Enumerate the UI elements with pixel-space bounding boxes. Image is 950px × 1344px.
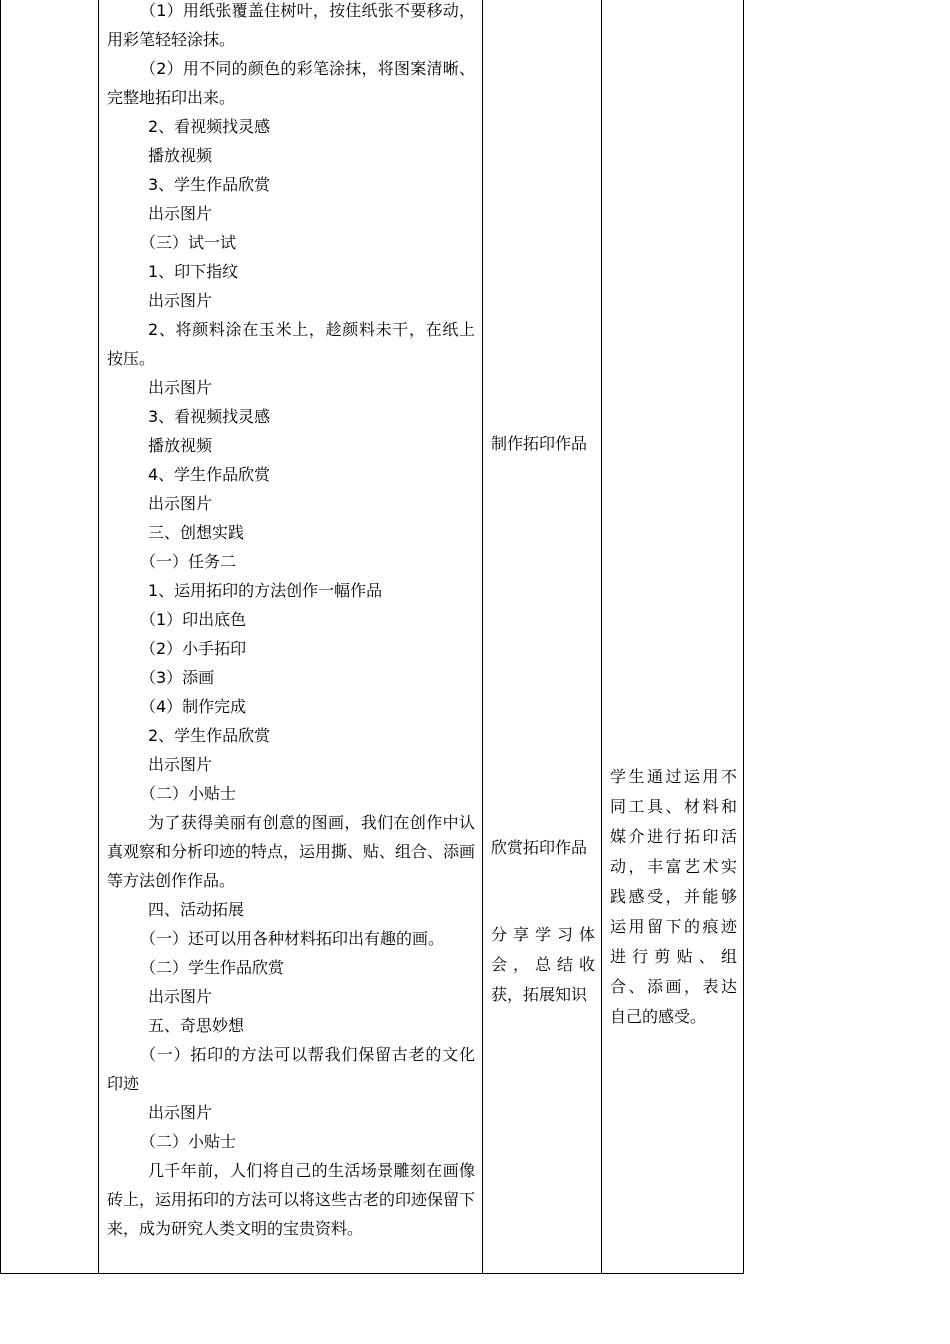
text-line: 践感受，并能够 <box>610 887 737 906</box>
text-line: 为了获得美丽有创意的图画，我们在创作中认真观察和分析印迹的特点，运用撕、贴、组合、添画等方法创作作品。 <box>107 813 476 890</box>
column-divider-2 <box>482 0 483 1274</box>
text-line: 播放视频 <box>148 146 213 165</box>
text-line: （1）印出底色 <box>140 610 247 629</box>
text-line: 播放视频 <box>148 436 213 455</box>
text-line: （一）任务二 <box>140 552 237 571</box>
text-line: 3、学生作品欣赏 <box>148 175 271 194</box>
text-line: 1、运用拓印的方法创作一幅作品 <box>148 581 383 600</box>
text-line: （一）还可以用各种材料拓印出有趣的画。 <box>140 929 445 948</box>
text-line: （2）小手拓印 <box>140 639 247 658</box>
text-line: （4）制作完成 <box>140 697 247 716</box>
student-activity-share <box>491 920 595 1010</box>
text-line: 媒介进行拓印活 <box>610 827 737 846</box>
design-intent-text <box>610 762 737 1032</box>
text-line: 获，拓展知识 <box>491 985 588 1004</box>
text-line: 3、看视频找灵感 <box>148 407 271 426</box>
text-line: 几千年前，人们将自己的生活场景雕刻在画像砖上，运用拓印的方法可以将这些古老的印迹保留下来，成为研究人类文明的宝贵资料。 <box>107 1161 476 1238</box>
text-line: 运用留下的痕迹 <box>610 917 737 936</box>
text-line: 学生通过运用不 <box>610 767 737 786</box>
column-divider-3 <box>601 0 602 1274</box>
text-line: （二）小贴士 <box>140 784 237 803</box>
teaching-process-column <box>107 0 475 1243</box>
text-line: 会，总结收 <box>491 955 595 974</box>
student-activity-appreciate: 欣赏拓印作品 <box>491 838 588 857</box>
text-line: 4、学生作品欣赏 <box>148 465 271 484</box>
table-border-left <box>0 0 1 1274</box>
text-line: （三）试一试 <box>140 233 237 252</box>
text-line: 四、活动拓展 <box>148 900 245 919</box>
text-line: 2、看视频找灵感 <box>148 117 271 136</box>
text-line: 五、奇思妙想 <box>148 1016 245 1035</box>
text-line: （二）小贴士 <box>140 1132 237 1151</box>
student-activity-make-rubbing: 制作拓印作品 <box>491 434 588 453</box>
text-line: （二）学生作品欣赏 <box>140 958 285 977</box>
text-line: 自己的感受。 <box>610 1007 707 1026</box>
text-line: 2、将颜料涂在玉米上，趁颜料未干，在纸上按压。 <box>107 320 475 368</box>
text-line: 出示图片 <box>148 987 213 1006</box>
text-line: 三、创想实践 <box>148 523 245 542</box>
text-line: 合、添画，表达 <box>610 977 737 996</box>
text-line: 同工具、材料和 <box>610 797 737 816</box>
text-line: 出示图片 <box>148 204 213 223</box>
text-line: 2、学生作品欣赏 <box>148 726 271 745</box>
column-divider-1 <box>98 0 99 1274</box>
text-line: 出示图片 <box>148 378 213 397</box>
text-line: 出示图片 <box>148 291 213 310</box>
text-line: （1）用纸张覆盖住树叶，按住纸张不要移动，用彩笔轻轻涂抹。 <box>107 1 475 49</box>
text-line: 出示图片 <box>148 1103 213 1122</box>
text-line: 动，丰富艺术实 <box>610 857 737 876</box>
text-line: 1、印下指纹 <box>148 262 239 281</box>
text-line: 进行剪贴、组 <box>610 947 737 966</box>
text-line: （一）拓印的方法可以帮我们保留古老的文化印迹 <box>107 1045 475 1093</box>
text-line: （2）用不同的颜色的彩笔涂抹，将图案清晰、完整地拓印出来。 <box>107 59 475 107</box>
text-line: 出示图片 <box>148 494 213 513</box>
text-line: （3）添画 <box>140 668 215 687</box>
text-line: 出示图片 <box>148 755 213 774</box>
text-line: 分享学习体 <box>491 925 595 944</box>
